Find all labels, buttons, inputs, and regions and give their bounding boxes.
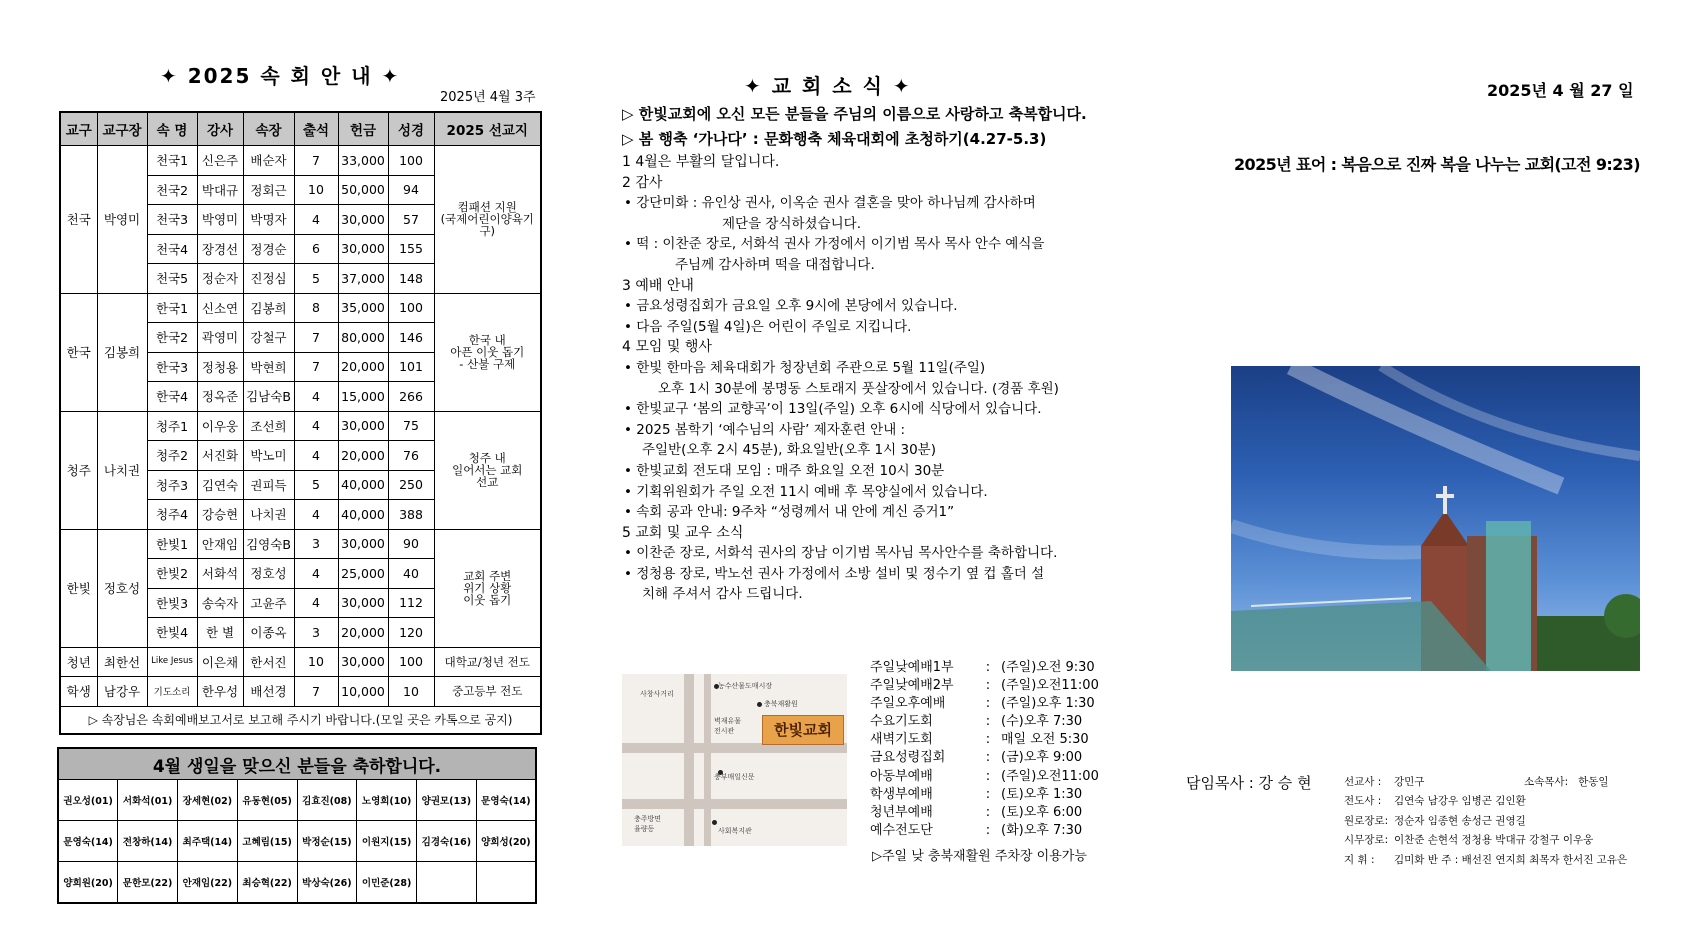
leader-cell: 정호성	[97, 529, 147, 647]
sokhoe-title: ✦ 2025 속 회 안 내 ✦	[160, 64, 401, 88]
worship-time: (수)오후 7:30	[1001, 714, 1083, 730]
offering-cell: 20,000	[338, 441, 388, 471]
group-cell: 한빛2	[147, 559, 197, 589]
offering-cell: 40,000	[338, 470, 388, 500]
birthday-cell: 양권모(13)	[417, 780, 477, 821]
bible-cell: 75	[388, 411, 434, 441]
worship-colon: :	[985, 714, 991, 730]
worship-time: (주일)오전11:00	[1001, 768, 1099, 784]
teacher-cell: 송숙자	[197, 588, 243, 618]
teacher-cell: 김연숙	[197, 470, 243, 500]
news-item: • 2025 봄학기 ‘예수님의 사람’ 제자훈련 안내 :	[624, 421, 906, 438]
group-cell: 한국3	[147, 352, 197, 382]
worship-row	[870, 804, 1121, 822]
map-marker	[757, 702, 762, 707]
birthday-cell: 최승혁(22)	[237, 862, 297, 904]
worship-name: 수요기도회	[870, 714, 933, 730]
staff-label: 원로장로:	[1344, 814, 1389, 827]
district-cell: 한빛	[60, 529, 97, 647]
offering-cell: 50,000	[338, 175, 388, 205]
group-cell: 한국4	[147, 382, 197, 412]
birthday-cell: 양희성(20)	[476, 821, 536, 862]
head-cell: 정호성	[243, 559, 294, 589]
head-cell: 진정심	[243, 264, 294, 294]
offering-cell: 10,000	[338, 677, 388, 707]
teacher-cell: 곽영미	[197, 323, 243, 353]
offering-cell: 80,000	[338, 323, 388, 353]
senior-pastor: 담임목사 : 강 승 현	[1186, 774, 1312, 792]
worship-row	[870, 731, 1121, 749]
teacher-cell: 박대규	[197, 175, 243, 205]
bible-cell: 101	[388, 352, 434, 382]
district-cell: 한국	[60, 293, 97, 411]
teacher-cell: 정옥준	[197, 382, 243, 412]
staff-names: 김연숙 남강우 임병곤 김인환	[1394, 795, 1526, 808]
birthday-cell: 문한모(22)	[118, 862, 178, 904]
bible-cell: 155	[388, 234, 434, 264]
group-cell: 천국4	[147, 234, 197, 264]
head-cell: 박노미	[243, 441, 294, 471]
worship-time: (주일)오전11:00	[1001, 678, 1099, 694]
staff-label: 선교사 :	[1344, 776, 1382, 788]
birthday-cell: 최주택(14)	[178, 821, 238, 862]
worship-row	[870, 659, 1121, 677]
birthday-cell: 박상숙(26)	[297, 862, 357, 904]
leader-cell: 박영미	[97, 146, 147, 294]
bible-cell: 57	[388, 205, 434, 235]
worship-row	[870, 822, 1121, 840]
staff-names2: 한동일	[1578, 776, 1609, 788]
mission-cell: 교회 주변 위기 상황 이웃 돕기	[434, 529, 541, 647]
worship-name: 주일오후예배	[870, 696, 946, 712]
group-cell: 천국1	[147, 146, 197, 176]
leader-cell: 김봉희	[97, 293, 147, 411]
table-row	[60, 529, 541, 559]
offering-cell: 15,000	[338, 382, 388, 412]
worship-name: 아동부예배	[870, 768, 933, 784]
staff-label: 전도사 :	[1344, 795, 1382, 808]
worship-row	[870, 768, 1121, 786]
table-row	[60, 647, 541, 677]
worship-time: (금)오후 9:00	[1001, 750, 1083, 766]
group-cell: 천국5	[147, 264, 197, 294]
offering-cell: 37,000	[338, 264, 388, 294]
group-cell: Like Jesus	[147, 647, 197, 677]
map-label: 충주방면 율량동	[634, 815, 662, 833]
leader-cell: 남강우	[97, 677, 147, 707]
birthday-cell: 안재임(22)	[178, 862, 238, 904]
worship-colon: :	[985, 786, 991, 802]
worship-time: (토)오후 6:00	[1001, 804, 1083, 820]
staff-row	[1344, 831, 1627, 850]
attendance-cell: 7	[294, 323, 338, 353]
news-item: • 떡 : 이찬준 장로, 서화석 권사 가정에서 이기범 목사 목사 안수 예식을	[624, 236, 1045, 253]
map-label: 충북재활원	[764, 700, 798, 708]
mission-cell: 청주 내 일어서는 교회 선교	[434, 411, 541, 529]
attendance-cell: 4	[294, 500, 338, 530]
bible-cell: 266	[388, 382, 434, 412]
year-motto: 2025년 표어 : 복음으로 진짜 복을 나누는 교회(고전 9:23)	[1234, 155, 1640, 174]
church-photo	[1231, 366, 1640, 671]
head-cell: 정회근	[243, 175, 294, 205]
worship-name: 주일낮예배1부	[870, 660, 954, 675]
worship-name: 학생부예배	[870, 786, 933, 802]
teacher-cell: 박영미	[197, 205, 243, 235]
offering-cell: 30,000	[338, 411, 388, 441]
staff-row	[1344, 812, 1627, 831]
news-item: • 강단미화 : 유인상 권사, 이옥순 권사 결혼을 맞아 하나님께 감사하며	[624, 195, 1036, 212]
head-cell: 배선경	[243, 677, 294, 707]
head-cell: 박명자	[243, 205, 294, 235]
teacher-cell: 정순자	[197, 264, 243, 294]
table-row	[60, 293, 541, 323]
news-item-cont: 제단을 장식하셨습니다.	[722, 215, 861, 232]
news-section: 3 예배 안내	[622, 277, 694, 294]
head-cell: 조선희	[243, 411, 294, 441]
head-cell: 이종옥	[243, 618, 294, 648]
worship-name: 청년부예배	[870, 804, 933, 820]
worship-colon: :	[985, 804, 991, 820]
worship-time: (주일)오전 9:30	[1001, 660, 1095, 675]
worship-colon: :	[985, 732, 991, 748]
group-cell: 청주1	[147, 411, 197, 441]
attendance-cell: 4	[294, 411, 338, 441]
attendance-cell: 6	[294, 234, 338, 264]
staff-names: 김미화 반 주 : 배선진 연지희 최목자 한서진 고유은	[1394, 853, 1628, 866]
birthday-cell	[417, 862, 477, 904]
mission-cell: 중고등부 전도	[434, 677, 541, 707]
offering-cell: 30,000	[338, 647, 388, 677]
sokhoe-note: ▷ 속장님은 속회예배보고서로 보고해 주시기 바랍니다.(모일 곳은 카톡으로 공지)	[60, 706, 541, 734]
church-photo-image	[1231, 366, 1640, 671]
bible-cell: 100	[388, 647, 434, 677]
news-section: 2 감사	[622, 174, 663, 191]
sokhoe-body	[60, 146, 541, 734]
news-section: 5 교회 및 교우 소식	[622, 524, 744, 541]
news-item-cont: 주님께 감사하며 떡을 대접합니다.	[675, 256, 875, 273]
worship-row	[870, 786, 1121, 804]
attendance-cell: 4	[294, 588, 338, 618]
worship-time: (토)오후 1:30	[1001, 786, 1083, 802]
group-cell: 한국2	[147, 323, 197, 353]
map-label: 농수산물도매시장	[718, 682, 773, 690]
head-cell: 김봉희	[243, 293, 294, 323]
birthday-cell: 이원지(15)	[357, 821, 417, 862]
birthday-body	[58, 780, 536, 904]
offering-cell: 35,000	[338, 293, 388, 323]
birthday-row	[58, 780, 536, 821]
news-item: • 정청용 장로, 박노선 권사 가정에서 소방 설비 및 정수기 옆 컵 홀더 설	[624, 565, 1045, 582]
teacher-cell: 정청용	[197, 352, 243, 382]
attendance-cell: 4	[294, 205, 338, 235]
staff-label2: 소속목사:	[1524, 776, 1569, 788]
col-header: 강사	[197, 112, 243, 146]
staff-names: 강민구	[1394, 776, 1425, 788]
offering-cell: 30,000	[338, 205, 388, 235]
teacher-cell: 서진화	[197, 441, 243, 471]
bible-cell: 148	[388, 264, 434, 294]
birthday-cell: 문영숙(14)	[476, 780, 536, 821]
news-section: 4 모임 및 행사	[622, 339, 712, 356]
news-item: • 이찬준 장로, 서화석 권사의 장남 이기범 목사님 목사안수를 축하합니다.	[624, 545, 1058, 562]
group-cell: 청주4	[147, 500, 197, 530]
head-cell: 정경순	[243, 234, 294, 264]
head-cell: 김남숙B	[243, 382, 294, 412]
bible-cell: 146	[388, 323, 434, 353]
birthday-cell: 전창하(14)	[118, 821, 178, 862]
birthday-cell: 서화석(01)	[118, 780, 178, 821]
attendance-cell: 10	[294, 175, 338, 205]
birthday-cell: 양희원(20)	[58, 862, 118, 904]
worship-row	[870, 695, 1121, 713]
staff-row	[1344, 773, 1627, 792]
worship-colon: :	[985, 768, 991, 784]
offering-cell: 40,000	[338, 500, 388, 530]
leader-cell: 최한선	[97, 647, 147, 677]
bible-cell: 40	[388, 559, 434, 589]
staff-list	[1344, 773, 1627, 870]
news-item: • 다음 주일(5월 4일)은 어린이 주일로 지킵니다.	[624, 318, 912, 335]
birthday-cell: 노영희(10)	[357, 780, 417, 821]
attendance-cell: 7	[294, 677, 338, 707]
bible-cell: 10	[388, 677, 434, 707]
bible-cell: 388	[388, 500, 434, 530]
col-header: 교구	[60, 112, 97, 146]
head-cell: 박현희	[243, 352, 294, 382]
attendance-cell: 8	[294, 293, 338, 323]
attendance-cell: 4	[294, 382, 338, 412]
table-row	[60, 677, 541, 707]
group-cell: 청주2	[147, 441, 197, 471]
attendance-cell: 7	[294, 146, 338, 176]
map-label: 충부매일신문	[714, 773, 755, 781]
head-cell: 고윤주	[243, 588, 294, 618]
head-cell: 김영숙B	[243, 529, 294, 559]
worship-time: (화)오후 7:30	[1001, 822, 1083, 838]
mission-cell: 대학교/청년 전도	[434, 647, 541, 677]
head-cell: 권피득	[243, 470, 294, 500]
attendance-cell: 3	[294, 618, 338, 648]
staff-label: 시무장로:	[1344, 834, 1389, 847]
district-cell: 청년	[60, 647, 97, 677]
group-cell: 청주3	[147, 470, 197, 500]
birthday-row	[58, 821, 536, 862]
district-cell: 학생	[60, 677, 97, 707]
head-cell: 배순자	[243, 146, 294, 176]
bible-cell: 90	[388, 529, 434, 559]
bulletin-date: 2025년 4 월 27 일	[1487, 81, 1634, 100]
table-row	[60, 706, 541, 734]
news-section: 1 4월은 부활의 달입니다.	[622, 154, 780, 170]
news-title: ✦ 교 회 소 식 ✦	[744, 74, 912, 98]
attendance-cell: 7	[294, 352, 338, 382]
worship-schedule	[870, 659, 1121, 840]
attendance-cell: 4	[294, 559, 338, 589]
birthday-cell: 김효진(08)	[297, 780, 357, 821]
bible-cell: 94	[388, 175, 434, 205]
offering-cell: 33,000	[338, 146, 388, 176]
district-cell: 청주	[60, 411, 97, 529]
staff-label: 지 휘 :	[1344, 853, 1375, 866]
head-cell: 한서진	[243, 647, 294, 677]
map-label: 사창사거리	[640, 690, 674, 698]
attendance-cell: 3	[294, 529, 338, 559]
col-header: 출석	[294, 112, 338, 146]
news-lead: ▷ 봄 행축 ‘가나다’ : 문화행축 체육대회에 초청하기(4.27-5.3)	[622, 130, 1047, 148]
bible-cell: 120	[388, 618, 434, 648]
table-row	[60, 146, 541, 176]
staff-row	[1344, 851, 1627, 870]
worship-time: (주일)오후 1:30	[1001, 696, 1095, 712]
worship-name: 예수전도단	[870, 822, 933, 838]
sokhoe-date: 2025년 4월 3주	[440, 90, 536, 105]
worship-name: 새벽기도회	[870, 732, 933, 748]
mission-cell: 컴패션 지원 (국제어린이양육기구)	[434, 146, 541, 294]
worship-row	[870, 713, 1121, 731]
teacher-cell: 안재임	[197, 529, 243, 559]
attendance-cell: 4	[294, 441, 338, 471]
head-cell: 강철구	[243, 323, 294, 353]
col-header: 속장	[243, 112, 294, 146]
news-item: • 한빛교회 전도대 모임 : 매주 화요일 오전 10시 30분	[624, 462, 945, 479]
staff-names: 이찬준 손현석 정청용 박대규 강철구 이우웅	[1394, 834, 1594, 847]
birthday-cell: 권오성(01)	[58, 780, 118, 821]
staff-names: 정순자 임종현 송성근 권영길	[1394, 814, 1526, 827]
news-item-cont: 오후 1시 30분에 봉명동 스토래지 풋살장에서 있습니다. (경품 후원)	[658, 380, 1059, 397]
birthday-cell: 고혜림(15)	[237, 821, 297, 862]
worship-colon: :	[985, 822, 991, 838]
news-item: • 속회 공과 안내: 9주차 “성령께서 내 안에 계신 증거1”	[624, 504, 955, 521]
map-marker	[712, 820, 717, 825]
bible-cell: 112	[388, 588, 434, 618]
teacher-cell: 이우웅	[197, 411, 243, 441]
parking-note: ▷주일 낮 충북재활원 주차장 이용가능	[872, 849, 1087, 864]
district-cell: 천국	[60, 146, 97, 294]
worship-colon: :	[985, 750, 991, 766]
news-item: • 한빛교구 ‘봄의 교향곡’이 13일(주일) 오후 6시에 식당에서 있습니다.	[624, 401, 1042, 418]
birthday-cell: 이민준(28)	[357, 862, 417, 904]
offering-cell: 30,000	[338, 529, 388, 559]
teacher-cell: 한우성	[197, 677, 243, 707]
bible-cell: 250	[388, 470, 434, 500]
col-header: 성경	[388, 112, 434, 146]
map-road	[704, 674, 711, 846]
table-header-row	[60, 112, 541, 146]
group-cell: 기도소리	[147, 677, 197, 707]
attendance-cell: 5	[294, 264, 338, 294]
location-map	[622, 674, 847, 846]
teacher-cell: 서화석	[197, 559, 243, 589]
bible-cell: 100	[388, 293, 434, 323]
offering-cell: 25,000	[338, 559, 388, 589]
birthday-cell: 유동현(05)	[237, 780, 297, 821]
worship-name: 금요성령집회	[870, 750, 946, 766]
teacher-cell: 한 별	[197, 618, 243, 648]
birthday-cell: 문영숙(14)	[58, 821, 118, 862]
group-cell: 천국3	[147, 205, 197, 235]
teacher-cell: 장경선	[197, 234, 243, 264]
mission-cell: 한국 내 아픈 이웃 돕기 - 산불 구제	[434, 293, 541, 411]
map-label: 사회복지관	[718, 827, 752, 835]
news-lead: ▷ 한빛교회에 오신 모든 분들을 주님의 이름으로 사랑하고 축복합니다.	[622, 105, 1087, 123]
sokhoe-table	[59, 111, 542, 735]
offering-cell: 20,000	[338, 618, 388, 648]
map-label: 벽재유물 전시관	[714, 717, 742, 735]
worship-row	[870, 749, 1121, 767]
birthday-title: 4월 생일을 맞으신 분들을 축하합니다.	[58, 748, 536, 780]
news-item-cont: 치해 주셔서 감사 드립니다.	[642, 586, 803, 603]
news-item: • 한빛 한마음 체육대회가 청장년회 주관으로 5월 11일(주일)	[624, 359, 986, 376]
staff-row	[1344, 792, 1627, 811]
group-cell: 한빛3	[147, 588, 197, 618]
table-row	[60, 411, 541, 441]
worship-row	[870, 677, 1121, 695]
teacher-cell: 이은채	[197, 647, 243, 677]
worship-colon: :	[985, 678, 991, 694]
attendance-cell: 10	[294, 647, 338, 677]
bible-cell: 100	[388, 146, 434, 176]
map-road	[684, 674, 694, 846]
worship-colon: :	[985, 660, 991, 675]
birthday-cell: 장세현(02)	[178, 780, 238, 821]
worship-colon: :	[985, 696, 991, 712]
group-cell: 한국1	[147, 293, 197, 323]
offering-cell: 20,000	[338, 352, 388, 382]
col-header: 속 명	[147, 112, 197, 146]
col-header: 헌금	[338, 112, 388, 146]
birthday-cell	[476, 862, 536, 904]
worship-time: 매일 오전 5:30	[1001, 732, 1089, 748]
col-header: 2025 선교지	[434, 112, 541, 146]
group-cell: 한빛4	[147, 618, 197, 648]
map-road	[622, 799, 847, 809]
birthday-table	[57, 747, 537, 904]
offering-cell: 30,000	[338, 234, 388, 264]
church-news	[622, 102, 1112, 605]
birthday-row	[58, 862, 536, 904]
group-cell: 천국2	[147, 175, 197, 205]
leader-cell: 나치권	[97, 411, 147, 529]
worship-name: 주일낮예배2부	[870, 678, 954, 694]
teacher-cell: 신은주	[197, 146, 243, 176]
bible-cell: 76	[388, 441, 434, 471]
birthday-cell: 박정순(15)	[297, 821, 357, 862]
teacher-cell: 신소연	[197, 293, 243, 323]
attendance-cell: 5	[294, 470, 338, 500]
col-header: 교구장	[97, 112, 147, 146]
offering-cell: 30,000	[338, 588, 388, 618]
teacher-cell: 강승현	[197, 500, 243, 530]
church-map-label: 한빛교회	[762, 715, 844, 745]
head-cell: 나치권	[243, 500, 294, 530]
birthday-cell: 김경숙(16)	[417, 821, 477, 862]
news-item-cont: 주일반(오후 2시 45분), 화요일반(오후 1시 30분)	[642, 442, 936, 459]
group-cell: 한빛1	[147, 529, 197, 559]
news-item: • 금요성령집회가 금요일 오후 9시에 본당에서 있습니다.	[624, 298, 958, 315]
news-item: • 기획위원회가 주일 오전 11시 예배 후 목양실에서 있습니다.	[624, 483, 988, 500]
